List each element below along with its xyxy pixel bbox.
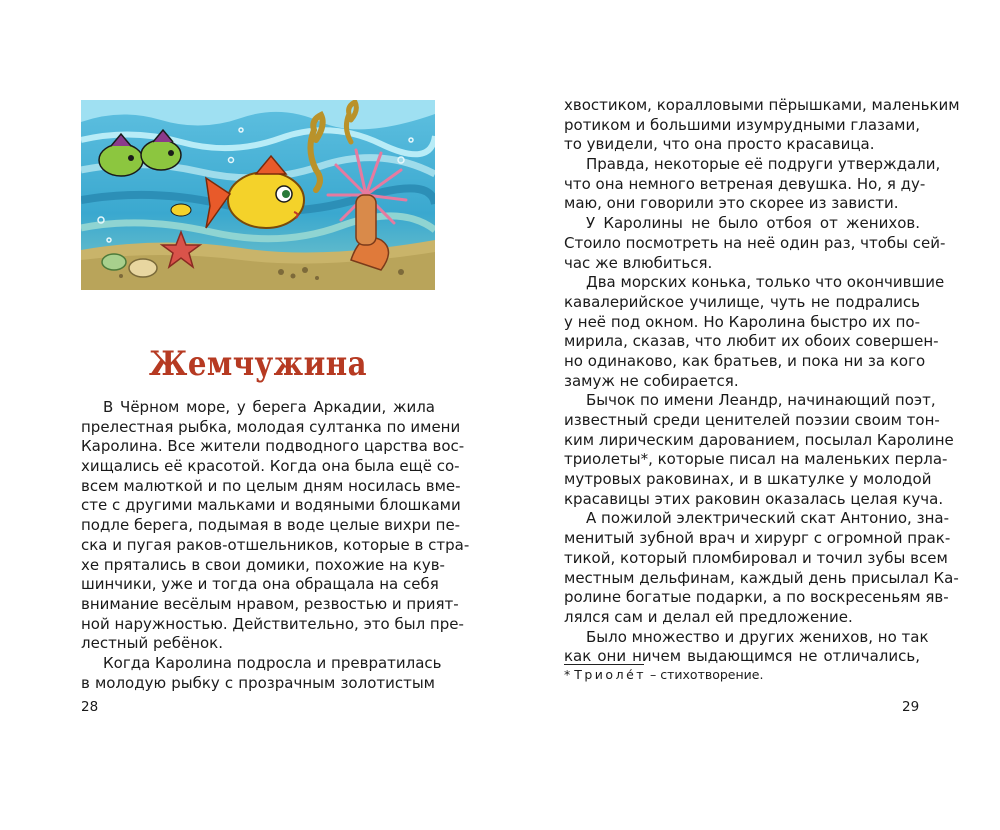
- footnote-divider: [564, 664, 644, 665]
- footnote-term: Триоле́т: [574, 667, 647, 682]
- text-line: ролине богатые подарки, а по воскресеньям яв-: [564, 588, 949, 607]
- text-line: прелестная рыбка, молодая султанка по имени: [81, 417, 461, 436]
- text-line: у неё под окном. Но Каролина быстро их по-: [564, 312, 920, 331]
- text-line: кавалерийское училище, чуть не подрались: [564, 292, 920, 311]
- text-line: менитый зубной врач и хирург с огромной прак-: [564, 529, 951, 548]
- text-line: то увидели, что она просто красавица.: [564, 135, 875, 154]
- text-line: тикой, который пломбировал и точил зубы всем: [564, 548, 948, 567]
- footnote-marker: *: [564, 667, 571, 682]
- text-line: но одинаково, как братьев, и пока ни за кого: [564, 351, 926, 370]
- text-line: ким лирическим дарованием, посылал Каролине: [564, 430, 954, 449]
- text-line: Каролина. Все жители подводного царства вос-: [81, 437, 465, 456]
- text-line: Было множество и других женихов, но так: [586, 627, 929, 646]
- text-line: как они ничем выдающимся не отличались,: [564, 647, 920, 666]
- page-number: 28: [81, 699, 99, 715]
- text-line: известный среди ценителей поэзии своим тон-: [564, 411, 940, 429]
- text-line: сте с другими мальками и водяными блошками: [81, 496, 461, 515]
- text-line: красавицы этих раковин оказалась целая куча.: [564, 489, 944, 508]
- text-line: в молодую рыбку с прозрачным золотистым: [81, 673, 435, 692]
- text-line: ска и пугая раков-отшельников, которые в стра-: [81, 535, 470, 554]
- text-line: Бычок по имени Леандр, начинающий поэт,: [586, 391, 936, 410]
- text-line: А пожилой электрический скат Антонио, зна-: [586, 509, 949, 528]
- footnote-definition: – стихотворение.: [650, 667, 764, 682]
- page-number: 29: [902, 699, 920, 715]
- footnote: [564, 667, 763, 682]
- text-line: У Каролины не было отбоя от женихов.: [586, 214, 920, 233]
- text-line: мирила, сказав, что любит их обоих совершен-: [564, 332, 939, 351]
- text-line: хвостиком, коралловыми пёрышками, маленьким: [564, 96, 960, 114]
- text-line: Стоило посмотреть на неё один раз, чтобы сей-: [564, 233, 946, 252]
- chapter-title: Жемчужина: [149, 344, 367, 384]
- text-line: ротиком и большими изумрудными глазами,: [564, 115, 921, 134]
- text-line: Два морских конька, только что окончившие: [586, 273, 945, 292]
- text-line: лестный ребёнок.: [81, 634, 224, 653]
- text-line: Правда, некоторые её подруги утверждали,: [586, 155, 941, 174]
- text-line: В Чёрном море, у берега Аркадии, жила: [103, 398, 435, 416]
- text-line: триолеты*, которые писал на маленьких перла-: [564, 450, 948, 469]
- text-line: местным дельфинам, каждый день присылал Ка-: [564, 568, 959, 587]
- text-line: ной наружностью. Действительно, это был пре-: [81, 614, 464, 633]
- right-page-text: [564, 96, 960, 667]
- text-line: хе прятались в свои домики, похожие на кув-: [81, 555, 445, 574]
- text-line: что она немного ветреная девушка. Но, я ду-: [564, 174, 926, 193]
- text-line: внимание весёлым нравом, резвостью и прият-: [81, 594, 459, 613]
- text-line: час же влюбиться.: [564, 253, 713, 272]
- text-line: шинчики, уже и тогда она обращала на себя: [81, 575, 439, 594]
- text-line: подле берега, подымая в воде целые вихри пе-: [81, 516, 461, 535]
- text-line: лялся сам и делал ей предложение.: [564, 607, 853, 626]
- underwater-illustration: [81, 100, 435, 290]
- left-page-text: [81, 398, 470, 693]
- text-line: Когда Каролина подросла и превратилась: [103, 653, 442, 672]
- text-line: маю, они говорили это скорее из зависти.: [564, 194, 899, 213]
- text-line: мутровых раковинах, и в шкатулке у молодой: [564, 470, 932, 489]
- text-line: хищались её красотой. Когда она была ещё со-: [81, 457, 460, 476]
- text-line: замуж не собирается.: [564, 371, 739, 390]
- text-line: всем малюткой и по целым дням носилась вме-: [81, 476, 461, 495]
